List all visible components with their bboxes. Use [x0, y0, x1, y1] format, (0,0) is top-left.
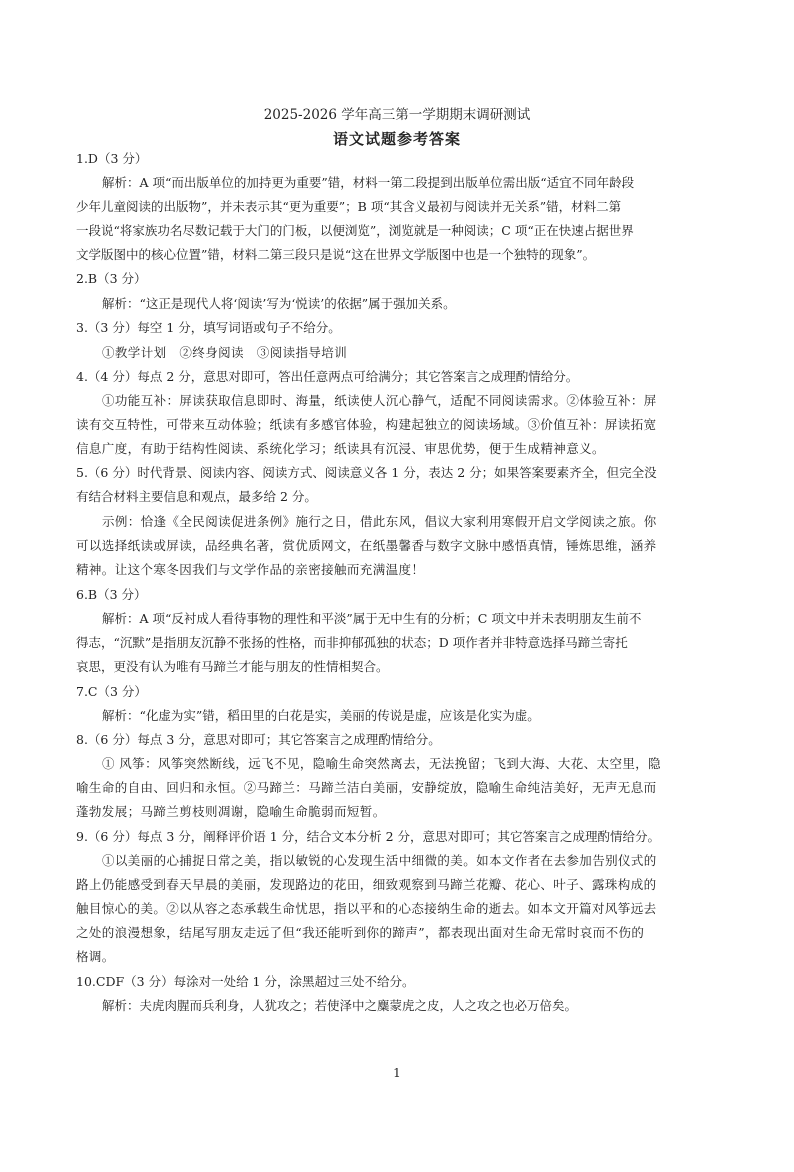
q4-heading: 4.（4 分）每点 2 分，意思对即可，答出任意两点可给满分；其它答案言之成理酌情给分。 [76, 369, 579, 384]
q7-heading: 7.C（3 分） [76, 684, 147, 699]
q10-heading: 10.CDF（3 分）每涂对一处给 1 分，涂黑超过三处不给分。 [76, 974, 415, 989]
q5-sample-line: 精神。让这个寒冬因我们与文学作品的亲密接触而充满温度！ [76, 562, 425, 577]
q9-answer-line: ①以美丽的心捕捉日常之美，指以敏锐的心发现生活中细微的美。如本文作者在去参加告别仪式的 [102, 853, 657, 868]
q2-explanation-line: 解析：“这正是现代人将‘阅读’写为‘悦读’的依据”属于强加关系。 [102, 296, 456, 311]
q6-heading: 6.B（3 分） [76, 587, 147, 602]
q9-answer-line: 触目惊心的美。②以从容之态承载生命忧思，指以平和的心态接纳生命的逝去。如本文开篇对风筝远去 [76, 901, 657, 916]
q1-heading: 1.D（3 分） [76, 151, 148, 166]
q1-explanation-line: 文学版图中的核心位置”错，材料二第三段只是说“这在世界文学版图中也是一个独特的现象”。 [76, 247, 596, 262]
q1-explanation-line: 一段说“将家族功名尽数记载于大门的门板，以便浏览”，浏览就是一种阅读；C 项“正在快速占据世界 [76, 223, 634, 238]
q3-answer-line: ①教学计划 ②终身阅读 ③阅读指导培训 [102, 345, 348, 360]
q4-answer-line: 读有交互特性，可带来互动体验；纸读有多感官体验，构建起独立的阅读场域。③价值互补：屏读拓宽 [76, 417, 657, 432]
q1-explanation-line: 少年儿童阅读的出版物”，并未表示其“更为重要”；B 项“其含义最初与阅读并无关系”错，材料二第 [76, 199, 622, 214]
q6-explanation-line: 哀思，更没有认为唯有马蹄兰才能与朋友的性情相契合。 [76, 659, 389, 674]
q2-heading: 2.B（3 分） [76, 271, 147, 286]
q5-sample-line: 示例：恰逢《全民阅读促进条例》施行之日，借此东风，倡议大家利用寒假开启文学阅读之旅。你 [102, 514, 657, 529]
q6-explanation-line: 解析：A 项“反衬成人看待事物的理性和平淡”属于无中生有的分析；C 项文中并未表明朋友生前不 [102, 611, 642, 626]
q8-heading: 8.（6 分）每点 3 分，意思对即可；其它答案言之成理酌情给分。 [76, 732, 441, 747]
q6-explanation-line: 得志，“沉默”是指朋友沉静不张扬的性格，而非抑郁孤独的状态；D 项作者并非特意选择马蹄兰寄托 [76, 635, 628, 650]
exam-title: 2025-2026 学年高三第一学期期末调研测试 [263, 107, 531, 123]
q3-heading: 3.（3 分）每空 1 分，填写词语或句子不给分。 [76, 320, 341, 335]
q8-answer-line: 蓬勃发展；马蹄兰剪枝则凋谢，隐喻生命脆弱而短暂。 [76, 804, 386, 819]
q4-answer-line: 信息广度，有助于结构性阅读、系统化学习；纸读具有沉浸、审思优势，便于生成精神意义。 [76, 441, 605, 456]
q10-explanation-line: 解析：夫虎肉腥而兵利身，人犹攻之；若使泽中之麋蒙虎之皮，人之攻之也必万倍矣。 [102, 998, 578, 1013]
q8-answer-line: 喻生命的自由、回归和永恒。②马蹄兰：马蹄兰洁白美丽，安静绽放，隐喻生命纯洁美好，无声无息而 [76, 780, 657, 795]
q5-sample-line: 可以选择纸读或屏读，品经典名著，赏优质网文，在纸墨馨香与数字文脉中感悟真情，锤炼思维，涵养 [76, 538, 657, 553]
q9-answer-line: 路上仍能感受到春天早晨的美丽，发现路边的花田，细致观察到马蹄兰花瓣、花心、叶子、露珠构成的 [76, 877, 657, 892]
answer-title: 语文试题参考答案 [332, 130, 461, 148]
q9-heading: 9.（6 分）每点 3 分，阐释评价语 1 分，结合文本分析 2 分，意思对即可；其它答案言之成理酌情给分。 [76, 829, 661, 844]
q9-answer-line: 格调。 [76, 949, 115, 964]
q7-explanation-line: 解析：“化虚为实”错，稻田里的白花是实，美丽的传说是虚，应该是化实为虚。 [102, 708, 540, 723]
q4-answer-line: ①功能互补：屏读获取信息即时、海量，纸读使人沉心静气，适配不同阅读需求。②体验互补：屏 [102, 393, 657, 408]
q5-heading: 5.（6 分）时代背景、阅读内容、阅读方式、阅读意义各 1 分，表达 2 分；如果答案要素齐全，但完全没 [76, 465, 657, 480]
q9-answer-line: 之处的浪漫想象，结尾写朋友走远了但“我还能听到你的蹄声”，都表现出面对生命无常时哀而不伤的 [76, 925, 645, 940]
q1-explanation-line: 解析：A 项“而出版单位的加持更为重要”错，材料一第二段提到出版单位需出版“适宜不同年龄段 [102, 175, 635, 190]
q5-heading-cont: 有结合材料主要信息和观点，最多给 2 分。 [76, 489, 317, 504]
q8-answer-line: ① 风筝：风筝突然断线，远飞不见，隐喻生命突然离去，无法挽留；飞到大海、大花、太空里，隐 [102, 756, 662, 771]
page-number: 1 [393, 1066, 401, 1080]
